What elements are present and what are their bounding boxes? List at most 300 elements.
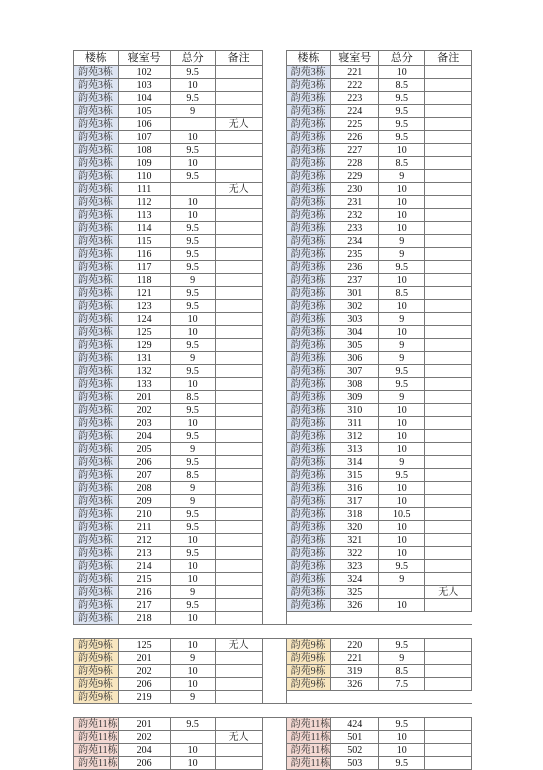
- score-cell: 8.5: [379, 287, 425, 300]
- separator-cell: [262, 274, 286, 287]
- room-cell: 309: [331, 391, 379, 404]
- building-cell: 韵苑3栋: [74, 300, 119, 313]
- building-cell: 韵苑3栋: [74, 326, 119, 339]
- room-cell: 222: [331, 79, 379, 92]
- note-cell: [425, 744, 472, 757]
- score-cell: 9.5: [170, 170, 215, 183]
- score-cell: 9.5: [379, 718, 425, 731]
- room-cell: 323: [331, 560, 379, 573]
- note-cell: [215, 404, 262, 417]
- score-cell: 10: [170, 417, 215, 430]
- room-cell: 317: [331, 495, 379, 508]
- room-cell: 321: [331, 534, 379, 547]
- separator-cell: [262, 196, 286, 209]
- building-cell: 韵苑3栋: [74, 222, 119, 235]
- note-cell: [425, 378, 472, 391]
- building-cell: 韵苑3栋: [286, 365, 331, 378]
- building-cell: 韵苑9栋: [74, 639, 119, 652]
- building-cell: 韵苑3栋: [286, 508, 331, 521]
- separator-cell: [262, 79, 286, 92]
- building-cell: 韵苑3栋: [286, 105, 331, 118]
- building-cell: 韵苑11栋: [74, 744, 119, 757]
- note-cell: [215, 391, 262, 404]
- room-cell: 215: [118, 573, 170, 586]
- score-cell: 9.5: [379, 92, 425, 105]
- note-cell: [425, 417, 472, 430]
- building-cell: 韵苑3栋: [74, 313, 119, 326]
- table-row: [74, 287, 472, 300]
- room-cell: 201: [118, 652, 170, 665]
- room-cell: 212: [118, 534, 170, 547]
- score-cell: 10: [170, 612, 215, 625]
- room-cell: 503: [331, 757, 379, 770]
- score-cell: 10: [379, 326, 425, 339]
- building-cell: 韵苑9栋: [74, 691, 119, 704]
- table-row: [74, 534, 472, 547]
- building-cell: 韵苑3栋: [286, 391, 331, 404]
- separator-cell: [262, 665, 286, 678]
- score-cell: 10: [379, 417, 425, 430]
- note-cell: [425, 469, 472, 482]
- room-cell: 202: [118, 404, 170, 417]
- score-cell: 9: [170, 352, 215, 365]
- empty-cell: [331, 691, 379, 704]
- score-cell: 10: [379, 183, 425, 196]
- room-cell: 217: [118, 599, 170, 612]
- building-cell: 韵苑3栋: [286, 196, 331, 209]
- building-cell: 韵苑9栋: [286, 652, 331, 665]
- score-cell: 10: [379, 495, 425, 508]
- room-cell: 306: [331, 352, 379, 365]
- separator-cell: [262, 718, 286, 731]
- building-cell: 韵苑3栋: [286, 521, 331, 534]
- note-cell: [425, 495, 472, 508]
- table-row: [74, 378, 472, 391]
- building-cell: 韵苑3栋: [286, 573, 331, 586]
- separator-cell: [262, 183, 286, 196]
- note-cell: [215, 443, 262, 456]
- room-cell: 112: [118, 196, 170, 209]
- room-cell: 221: [331, 652, 379, 665]
- room-cell: 502: [331, 744, 379, 757]
- note-cell: [215, 365, 262, 378]
- room-cell: 234: [331, 235, 379, 248]
- room-cell: 313: [331, 443, 379, 456]
- score-cell: 9.5: [170, 248, 215, 261]
- separator-cell: [262, 144, 286, 157]
- empty-cell: [286, 612, 331, 625]
- building-cell: 韵苑3栋: [286, 404, 331, 417]
- separator-cell: [262, 560, 286, 573]
- room-cell: 219: [118, 691, 170, 704]
- score-cell: 10: [379, 196, 425, 209]
- score-cell: 9: [379, 170, 425, 183]
- separator-cell: [262, 248, 286, 261]
- table-row: [74, 92, 472, 105]
- separator-cell: [262, 300, 286, 313]
- note-cell: [215, 352, 262, 365]
- room-cell: 221: [331, 66, 379, 79]
- building-cell: 韵苑3栋: [286, 586, 331, 599]
- spacer-cell: [215, 704, 262, 718]
- note-cell: [215, 482, 262, 495]
- separator-cell: [262, 170, 286, 183]
- table-row: [74, 209, 472, 222]
- building-cell: 韵苑3栋: [286, 144, 331, 157]
- note-cell: [425, 248, 472, 261]
- building-cell: 韵苑3栋: [74, 417, 119, 430]
- note-cell: [215, 430, 262, 443]
- room-cell: 231: [331, 196, 379, 209]
- building-cell: 韵苑3栋: [286, 170, 331, 183]
- score-cell: 10: [170, 639, 215, 652]
- separator-cell: [262, 482, 286, 495]
- column-header: 备注: [215, 51, 262, 66]
- building-cell: 韵苑3栋: [286, 469, 331, 482]
- score-cell: 9.5: [170, 508, 215, 521]
- score-cell: 10: [170, 573, 215, 586]
- table-row: [74, 744, 472, 757]
- note-cell: [425, 599, 472, 612]
- building-cell: 韵苑9栋: [74, 678, 119, 691]
- note-cell: [215, 170, 262, 183]
- score-cell: 10: [379, 731, 425, 744]
- note-cell: [215, 744, 262, 757]
- note-cell: [215, 339, 262, 352]
- table-row: [74, 144, 472, 157]
- score-cell: 9.5: [170, 144, 215, 157]
- building-cell: 韵苑3栋: [74, 534, 119, 547]
- note-cell: [215, 261, 262, 274]
- room-cell: 424: [331, 718, 379, 731]
- column-header: 楼栋: [286, 51, 331, 66]
- score-cell: 9: [379, 391, 425, 404]
- room-cell: 319: [331, 665, 379, 678]
- score-cell: 9.5: [379, 757, 425, 770]
- score-cell: 10: [379, 144, 425, 157]
- spacer-cell: [170, 704, 215, 718]
- table-row: [74, 678, 472, 691]
- room-cell: 301: [331, 287, 379, 300]
- note-cell: [215, 144, 262, 157]
- score-cell: 8.5: [170, 391, 215, 404]
- building-cell: 韵苑3栋: [286, 495, 331, 508]
- separator-cell: [262, 678, 286, 691]
- separator-cell: [262, 287, 286, 300]
- room-cell: 315: [331, 469, 379, 482]
- spacer-cell: [379, 704, 425, 718]
- building-cell: 韵苑3栋: [286, 274, 331, 287]
- score-cell: 9.5: [379, 365, 425, 378]
- room-cell: 114: [118, 222, 170, 235]
- score-cell: 10: [379, 599, 425, 612]
- table-row: [74, 105, 472, 118]
- building-cell: 韵苑3栋: [74, 352, 119, 365]
- note-cell: [425, 391, 472, 404]
- table-row: [74, 391, 472, 404]
- note-cell: [425, 365, 472, 378]
- note-cell: [425, 300, 472, 313]
- spacer-cell: [331, 625, 379, 639]
- score-cell: 9.5: [170, 66, 215, 79]
- building-cell: 韵苑3栋: [74, 287, 119, 300]
- note-cell: [215, 521, 262, 534]
- separator-cell: [262, 157, 286, 170]
- column-header: 总分: [170, 51, 215, 66]
- building-cell: 韵苑3栋: [286, 417, 331, 430]
- note-cell: [215, 718, 262, 731]
- dorm-score-table: [73, 50, 472, 770]
- separator-cell: [262, 534, 286, 547]
- note-cell: [425, 222, 472, 235]
- separator-cell: [262, 744, 286, 757]
- note-cell: [425, 261, 472, 274]
- separator-cell: [262, 51, 286, 66]
- note-cell: [425, 639, 472, 652]
- separator-cell: [262, 612, 286, 625]
- score-cell: 9.5: [379, 118, 425, 131]
- room-cell: 132: [118, 365, 170, 378]
- note-cell: [215, 378, 262, 391]
- building-cell: 韵苑3栋: [286, 222, 331, 235]
- score-cell: [379, 586, 425, 599]
- score-cell: 10: [170, 79, 215, 92]
- building-cell: 韵苑3栋: [286, 300, 331, 313]
- note-cell: [425, 326, 472, 339]
- room-cell: 224: [331, 105, 379, 118]
- empty-cell: [425, 691, 472, 704]
- room-cell: 325: [331, 586, 379, 599]
- building-cell: 韵苑3栋: [74, 248, 119, 261]
- table-row: [74, 469, 472, 482]
- note-cell: [215, 79, 262, 92]
- note-cell: [425, 352, 472, 365]
- note-cell: [425, 731, 472, 744]
- score-cell: 10: [170, 131, 215, 144]
- score-cell: 9: [379, 573, 425, 586]
- score-cell: 10: [379, 534, 425, 547]
- room-cell: 311: [331, 417, 379, 430]
- building-cell: 韵苑3栋: [286, 118, 331, 131]
- score-cell: 9.5: [170, 300, 215, 313]
- building-cell: 韵苑11栋: [286, 731, 331, 744]
- spacer-cell: [379, 625, 425, 639]
- room-cell: 220: [331, 639, 379, 652]
- table-row: [74, 66, 472, 79]
- column-header: 寝室号: [118, 51, 170, 66]
- room-cell: 226: [331, 131, 379, 144]
- building-cell: 韵苑11栋: [74, 757, 119, 770]
- note-cell: [215, 209, 262, 222]
- separator-cell: [262, 691, 286, 704]
- separator-cell: [262, 92, 286, 105]
- building-cell: 韵苑3栋: [74, 508, 119, 521]
- score-cell: 9: [170, 482, 215, 495]
- score-cell: 10: [170, 560, 215, 573]
- empty-cell: [286, 691, 331, 704]
- table-row: [74, 274, 472, 287]
- building-cell: 韵苑3栋: [286, 79, 331, 92]
- score-cell: 9.5: [170, 222, 215, 235]
- building-cell: 韵苑11栋: [74, 731, 119, 744]
- separator-cell: [262, 235, 286, 248]
- table-row: [74, 521, 472, 534]
- building-cell: 韵苑3栋: [74, 157, 119, 170]
- building-cell: 韵苑9栋: [286, 639, 331, 652]
- note-cell: [425, 209, 472, 222]
- score-cell: 10: [379, 482, 425, 495]
- room-cell: 223: [331, 92, 379, 105]
- note-cell: [425, 404, 472, 417]
- room-cell: 133: [118, 378, 170, 391]
- table-row: [74, 183, 472, 196]
- score-cell: 10: [170, 534, 215, 547]
- room-cell: 312: [331, 430, 379, 443]
- building-cell: 韵苑3栋: [74, 196, 119, 209]
- score-sheet: [73, 50, 472, 770]
- score-cell: 9: [170, 586, 215, 599]
- separator-cell: [262, 547, 286, 560]
- table-row: [74, 417, 472, 430]
- spacer-cell: [118, 704, 170, 718]
- separator-cell: [262, 222, 286, 235]
- room-cell: 115: [118, 235, 170, 248]
- table-row: [74, 339, 472, 352]
- note-cell: 无人: [425, 586, 472, 599]
- building-cell: 韵苑3栋: [286, 248, 331, 261]
- note-cell: [425, 718, 472, 731]
- column-header: 总分: [379, 51, 425, 66]
- note-cell: [215, 92, 262, 105]
- separator-cell: [262, 391, 286, 404]
- room-cell: 206: [118, 757, 170, 770]
- note-cell: [425, 144, 472, 157]
- note-cell: [425, 547, 472, 560]
- building-cell: 韵苑3栋: [286, 131, 331, 144]
- note-cell: [425, 508, 472, 521]
- separator-cell: [262, 365, 286, 378]
- table-row: [74, 573, 472, 586]
- building-cell: 韵苑3栋: [74, 118, 119, 131]
- score-cell: 10: [379, 66, 425, 79]
- room-cell: 308: [331, 378, 379, 391]
- note-cell: [215, 417, 262, 430]
- room-cell: 206: [118, 456, 170, 469]
- column-header: 楼栋: [74, 51, 119, 66]
- score-cell: 9.5: [170, 261, 215, 274]
- room-cell: 326: [331, 599, 379, 612]
- score-cell: 9: [170, 443, 215, 456]
- score-cell: 10: [379, 209, 425, 222]
- score-cell: 9.5: [170, 599, 215, 612]
- separator-cell: [262, 326, 286, 339]
- building-cell: 韵苑3栋: [74, 209, 119, 222]
- room-cell: 225: [331, 118, 379, 131]
- score-cell: 10: [170, 196, 215, 209]
- table-row: [74, 639, 472, 652]
- building-cell: 韵苑11栋: [286, 744, 331, 757]
- room-cell: 118: [118, 274, 170, 287]
- note-cell: [425, 274, 472, 287]
- score-cell: 10: [379, 274, 425, 287]
- separator-cell: [262, 599, 286, 612]
- room-cell: 322: [331, 547, 379, 560]
- score-cell: 9.5: [379, 469, 425, 482]
- table-row: [74, 560, 472, 573]
- room-cell: 102: [118, 66, 170, 79]
- empty-cell: [379, 691, 425, 704]
- room-cell: 302: [331, 300, 379, 313]
- room-cell: 121: [118, 287, 170, 300]
- separator-cell: [262, 118, 286, 131]
- room-cell: 110: [118, 170, 170, 183]
- building-cell: 韵苑11栋: [74, 718, 119, 731]
- note-cell: [425, 339, 472, 352]
- note-cell: [425, 521, 472, 534]
- room-cell: 310: [331, 404, 379, 417]
- score-cell: 9: [170, 495, 215, 508]
- score-cell: 10: [170, 209, 215, 222]
- score-cell: 10: [170, 744, 215, 757]
- separator-cell: [262, 66, 286, 79]
- note-cell: 无人: [215, 731, 262, 744]
- note-cell: [425, 665, 472, 678]
- score-cell: 10: [379, 521, 425, 534]
- note-cell: [425, 313, 472, 326]
- building-cell: 韵苑9栋: [74, 665, 119, 678]
- room-cell: 304: [331, 326, 379, 339]
- score-cell: 9.5: [170, 339, 215, 352]
- score-cell: 8.5: [170, 469, 215, 482]
- note-cell: [215, 196, 262, 209]
- score-cell: 10: [379, 744, 425, 757]
- table-row: [74, 157, 472, 170]
- table-row: [74, 248, 472, 261]
- score-cell: 9.5: [379, 378, 425, 391]
- score-cell: [170, 118, 215, 131]
- empty-cell: [379, 612, 425, 625]
- building-cell: 韵苑3栋: [286, 157, 331, 170]
- note-cell: [215, 508, 262, 521]
- building-cell: 韵苑9栋: [74, 652, 119, 665]
- table-row: [74, 118, 472, 131]
- room-cell: 213: [118, 547, 170, 560]
- table-row: [74, 482, 472, 495]
- room-cell: 208: [118, 482, 170, 495]
- separator-cell: [262, 352, 286, 365]
- spacer-cell: [74, 625, 119, 639]
- room-cell: 230: [331, 183, 379, 196]
- note-cell: [215, 599, 262, 612]
- note-cell: [425, 105, 472, 118]
- spacer-cell: [425, 625, 472, 639]
- score-cell: 9: [170, 691, 215, 704]
- separator-cell: [262, 508, 286, 521]
- note-cell: [425, 118, 472, 131]
- score-cell: 8.5: [379, 79, 425, 92]
- note-cell: [215, 678, 262, 691]
- table-row: [74, 300, 472, 313]
- score-cell: 9: [379, 313, 425, 326]
- score-cell: 9.5: [170, 365, 215, 378]
- score-cell: 9.5: [170, 430, 215, 443]
- table-row: [74, 326, 472, 339]
- score-cell: 10: [379, 404, 425, 417]
- section-spacer: [74, 704, 472, 718]
- room-cell: 501: [331, 731, 379, 744]
- room-cell: 104: [118, 92, 170, 105]
- room-cell: 229: [331, 170, 379, 183]
